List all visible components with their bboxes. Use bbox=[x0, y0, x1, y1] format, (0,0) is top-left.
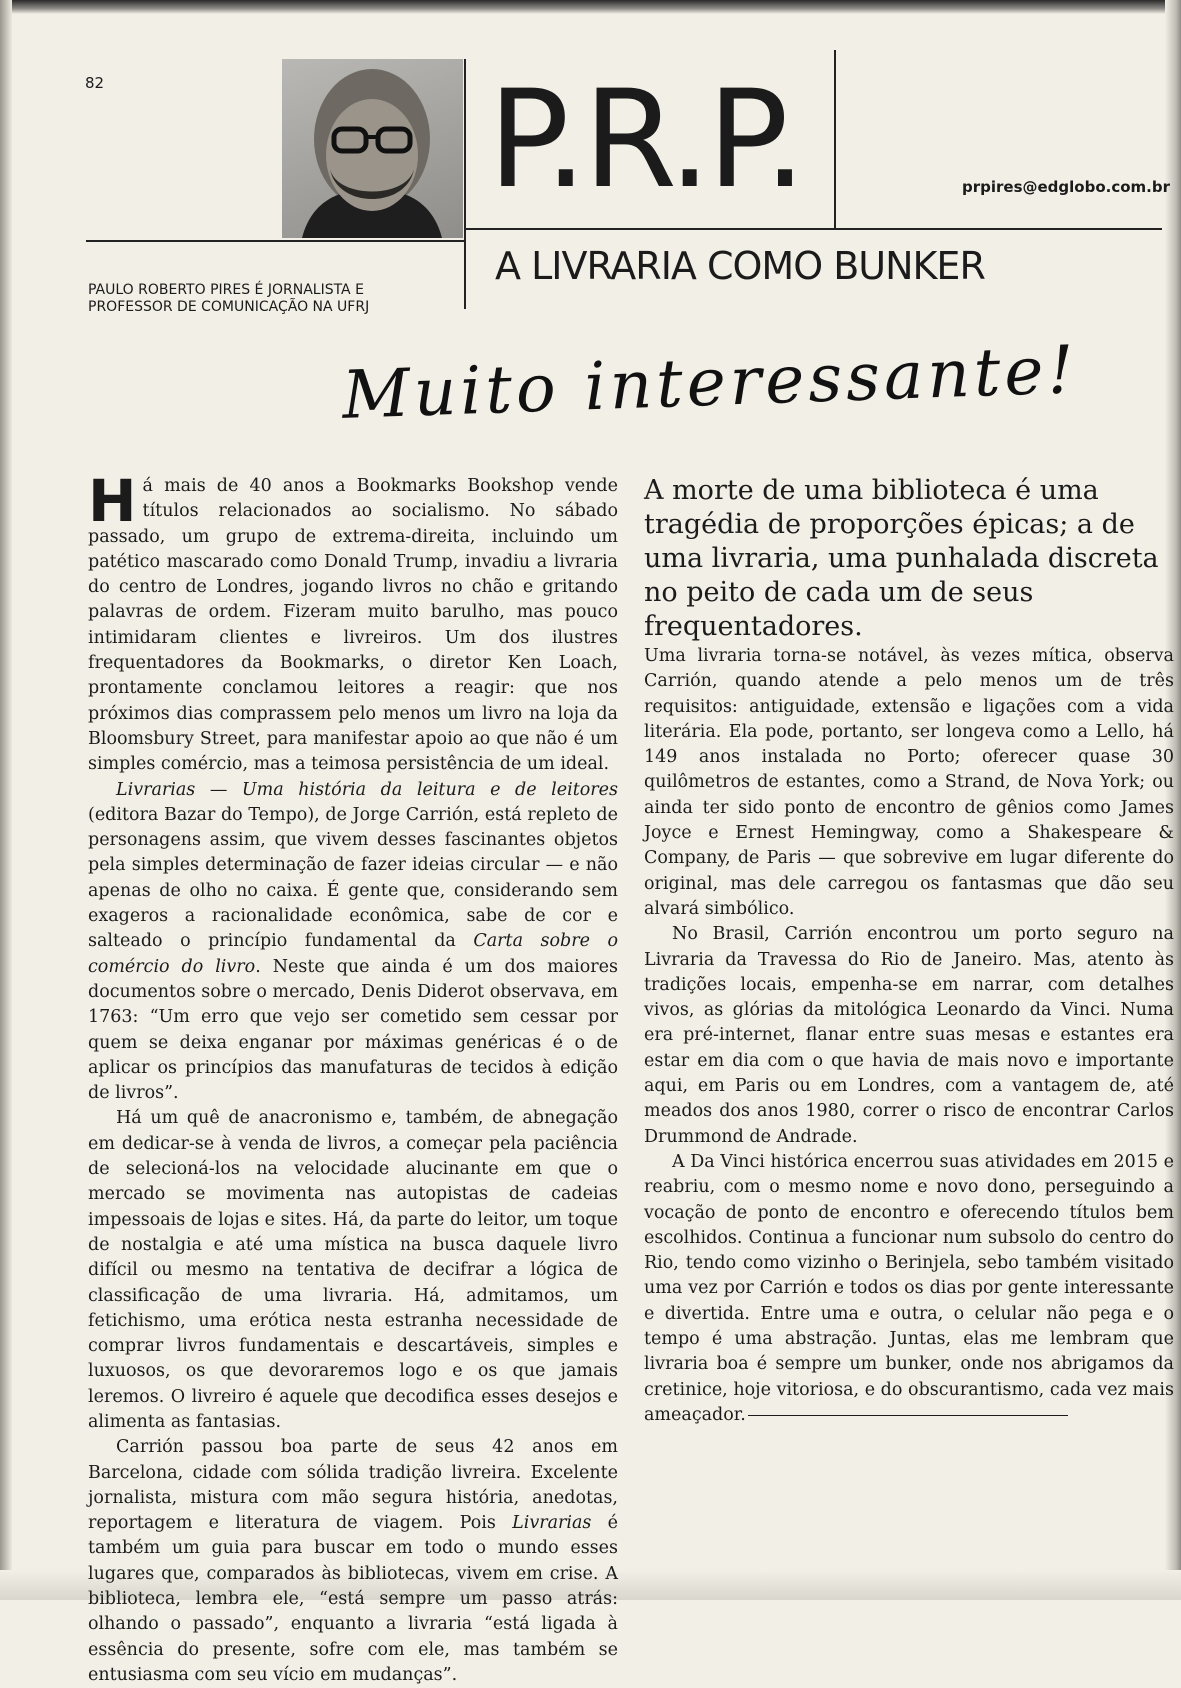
dropcap: H bbox=[88, 467, 137, 535]
article-column-right bbox=[644, 474, 1174, 1428]
book-title: Livrarias bbox=[512, 1513, 592, 1534]
divider bbox=[464, 59, 466, 309]
author-bio: PAULO ROBERTO PIRES É JORNALISTA E PROFESSOR DE COMUNICAÇÃO NA UFRJ bbox=[88, 282, 370, 315]
pull-quote: A morte de uma biblioteca é uma tragédia de proporções épicas; a de uma livraria, uma punhalada discreta no peito de cada um de seus frequentadores. bbox=[644, 475, 1159, 642]
article-column-left bbox=[88, 467, 618, 1688]
paragraph: Uma livraria torna-se notável, às vezes mítica, observa Carrión, quando atende a pelo menos um de três requisitos: antiguidade, extensão e ligações com a vida literária. Ela pode, portanto, ser longeva como a Lello, há 149 anos instalada no Porto; oferecer quase 30 quilômetros de estantes, como a Strand, de Nova York; ou ainda ter sido ponto de encontro de gênios como James Joyce e Ernest Hemingway, como a Shakespeare & Company, de Paris — que sobrevive em lugar diferente do original, mas dele carregou os fantasmas que dão seu alvará simbólico. bbox=[644, 646, 1174, 919]
document-title: Carta sobre o comércio do livro bbox=[88, 931, 618, 977]
paragraph: A Da Vinci histórica encerrou suas atividades em 2015 e reabriu, com o mesmo nome e novo dono, perseguindo a vocação de ponto de encontro e oferecendo títulos bem escolhidos. Continua a funcionar num subsolo do centro do Rio, tendo como vizinho o Berinjela, sebo também visitado uma vez por Carrión e todos os dias por gente interessante e divertida. Entre uma e outra, o celular não pega e o tempo é uma abstração. Juntas, elas me lembram que livraria boa é sempre um bunker, onde nos abrigamos da cretinice, hoje vitoriosa, e do obscurantismo, cada vez mais ameaçador. bbox=[644, 1151, 1174, 1425]
paragraph: Carrión passou boa parte de seus 42 anos em Barcelona, cidade com sólida tradição livreira. Excelente jornalista, mistura com mão segura história, anedotas, reportagem e literatura de viagem. Pois Livrarias é também um guia para buscar em todo o mundo esses lugares que, comparados às bibliotecas, vivem em crise. A biblioteca, lembra ele, “está sempre um passo atrás: olhando o passado”, enquanto a livraria “está ligada à essência do presente, sofre com ele, mas também se entusiasma com seu vício em mudanças”. bbox=[88, 1437, 618, 1685]
paragraph: Livrarias — Uma história da leitura e de leitores (editora Bazar do Tempo), de Jorge Carrión, está repleto de personagens assim, que vivem desses fascinantes objetos pela simples determinação de fazer ideias circular — e não apenas de olho no caixa. É gente que, considerando sem exageros a racionalidade econômica, sabe de cor e salteado o princípio fundamental da Carta sobre o comércio do livro. Neste que ainda é um dos maiores documentos sobre o mercado, Denis Diderot observava, em 1763: “Um erro que vejo ser cometido sem cessar por quem se deixa enganar por máximas genéricas é o de aplicar os princípios das manufaturas de tecidos à edição de livros”. bbox=[88, 779, 618, 1104]
author-photo bbox=[282, 59, 463, 238]
paragraph: No Brasil, Carrión encontrou um porto seguro na Livraria da Travessa do Rio de Janeiro. Mas, atento às tradições locais, empenha-se em narrar, com detalhes vivos, as glórias da mitológica Leonardo da Vinci. Numa era pré-internet, flanar entre suas mesas e estantes era estar em dia com o que havia de mais novo e importante aqui, em Paris ou em Londres, com a vantagem de, até meados dos anos 1980, correr o risco de encontrar Carlos Drummond de Andrade. bbox=[644, 924, 1174, 1147]
end-rule bbox=[748, 1415, 1068, 1416]
handwritten-note: Muito interessante! bbox=[340, 331, 1080, 434]
divider bbox=[466, 228, 1162, 230]
page-number: 82 bbox=[85, 74, 105, 92]
author-email: prpires@edglobo.com.br bbox=[962, 178, 1171, 196]
headline: A LIVRARIA COMO BUNKER bbox=[495, 244, 985, 288]
paragraph: Há um quê de anacronismo e, também, de abnegação em dedicar-se à venda de livros, a começar pela paciência de selecioná-los na velocidade alucinante em que o mercado se movimenta nas autopistas de cadeias impessoais de lojas e sites. Há, da parte do leitor, um toque de nostalgia e até uma mística na busca daquele livro difícil ou mesmo na tentativa de decifrar a lógica de classificação de uma livraria. Há, admitamos, um fetichismo, uma erótica nesta estranha necessidade de comprar livros fundamentais e descartáveis, simples e luxuosos, os que devoraremos logo e os que jamais leremos. O livreiro é aquele que decodifica esses desejos e alimenta as fantasias. bbox=[88, 1108, 618, 1432]
divider bbox=[834, 50, 836, 230]
column-title: P.R.P. bbox=[488, 61, 803, 218]
paragraph: Há mais de 40 anos a Bookmarks Bookshop vende títulos relacionados ao socialismo. No sábado passado, um grupo de extrema-direita, incluindo um patético mascarado como Donald Trump, invadiu a livraria do centro de Londres, jogando livros no chão e gritando palavras de ordem. Fizeram muito barulho, mas pouco intimidaram clientes e livreiros. Um dos ilustres frequentadores da Bookmarks, o diretor Ken Loach, prontamente conclamou leitores a reagir: que nos próximos dias comprassem pelo menos um livro na loja da Bloomsbury Street, para manifestar apoio ao que não é um simples comércio, mas a teimosa persistência de um ideal. bbox=[88, 467, 618, 775]
scan-edge-left bbox=[0, 0, 12, 1600]
divider bbox=[86, 240, 464, 242]
book-title: Livrarias — Uma história da leitura e de leitores bbox=[116, 779, 618, 800]
scan-edge-top bbox=[0, 0, 1181, 14]
